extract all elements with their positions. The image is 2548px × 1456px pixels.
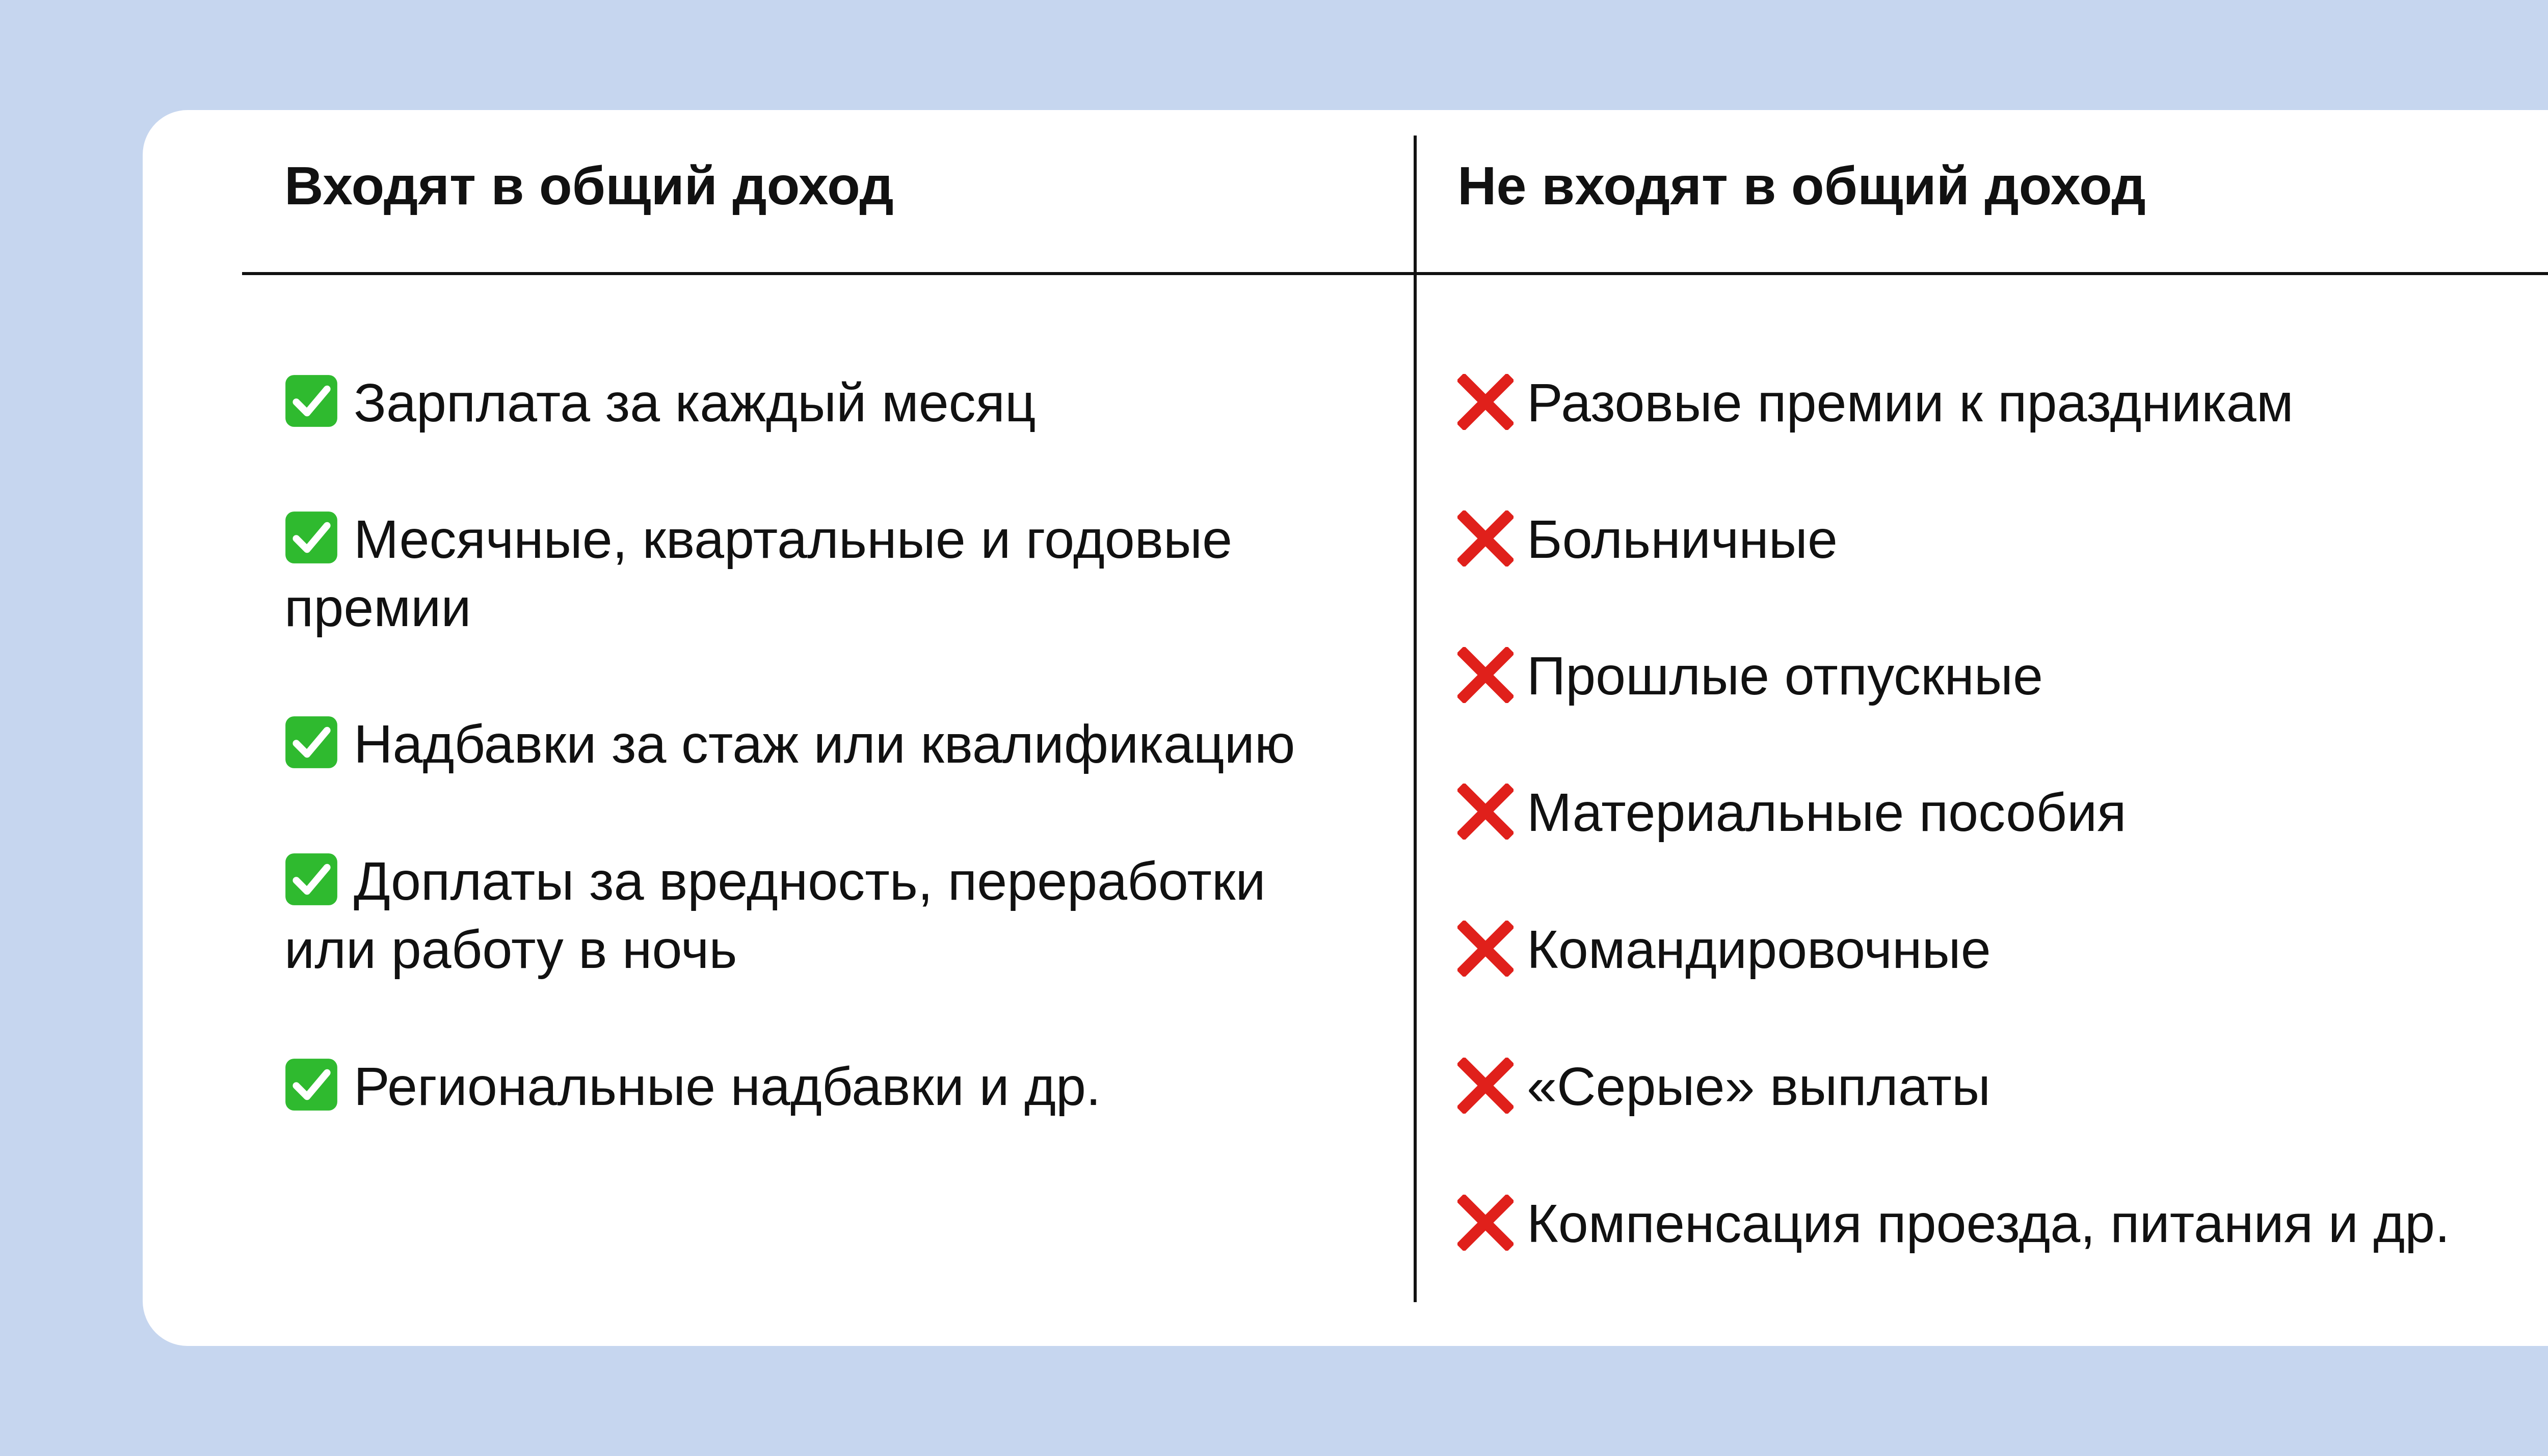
included-item-text: Надбавки за стаж или квалификацию (354, 714, 1295, 774)
included-item-text: Зарплата за каждый месяц (354, 373, 1036, 433)
excluded-item (1457, 505, 1838, 574)
included-item-text-continued: премии (284, 578, 471, 638)
cross-mark-icon (1457, 921, 1514, 977)
excluded-item (1457, 642, 2043, 710)
excluded-column-header: Не входят в общий доход (1457, 156, 2146, 216)
check-mark-icon (284, 374, 338, 428)
included-item-text-continued: или работу в ночь (284, 920, 737, 980)
included-item-text: Месячные, квартальные и годовые (354, 509, 1233, 570)
included-item (284, 505, 1232, 642)
excluded-item-text: Материальные пособия (1527, 783, 2127, 843)
cross-mark-icon (1457, 784, 1514, 840)
excluded-item-text: Командировочные (1527, 920, 1991, 980)
included-column-header: Входят в общий доход (284, 156, 894, 216)
check-mark-icon (284, 1058, 338, 1112)
included-item (284, 369, 1036, 437)
excluded-item-text: Больничные (1527, 509, 1838, 570)
cross-mark-icon (1457, 510, 1514, 567)
column-divider (1414, 136, 1417, 1302)
cross-mark-icon (1457, 1058, 1514, 1114)
cross-mark-icon (1457, 647, 1514, 703)
cross-mark-icon (1457, 1195, 1514, 1251)
included-item (284, 710, 1295, 778)
header-divider (242, 272, 2548, 275)
cross-mark-icon (1457, 374, 1514, 430)
excluded-item (1457, 778, 2127, 847)
excluded-item-text: Компенсация проезда, питания и др. (1527, 1194, 2450, 1254)
excluded-item-text: Прошлые отпускные (1527, 646, 2043, 706)
included-item-text: Доплаты за вредность, переработки (354, 851, 1266, 911)
included-item (284, 1053, 1101, 1121)
included-item-text: Региональные надбавки и др. (354, 1057, 1101, 1117)
excluded-item (1457, 915, 1991, 984)
excluded-item (1457, 369, 2294, 437)
excluded-item (1457, 1190, 2450, 1258)
check-mark-icon (284, 510, 338, 564)
check-mark-icon (284, 715, 338, 769)
check-mark-icon (284, 852, 338, 906)
excluded-item-text: «Серые» выплаты (1527, 1057, 1991, 1117)
excluded-item-text: Разовые премии к праздникам (1527, 373, 2294, 433)
excluded-item (1457, 1053, 1990, 1121)
included-item (284, 847, 1266, 984)
